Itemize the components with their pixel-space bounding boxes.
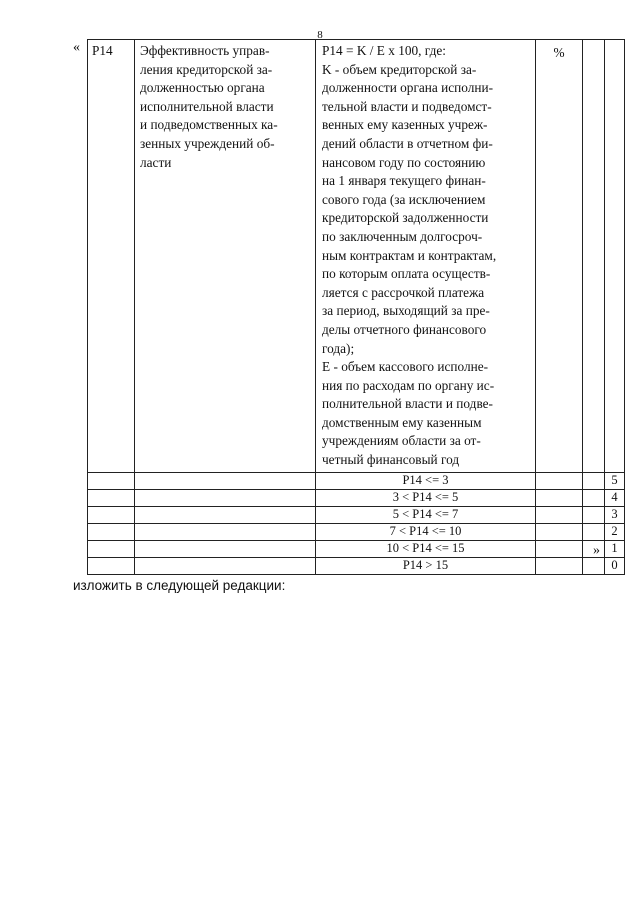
formula-line: кредиторской задолженности (322, 210, 489, 226)
indicator-code: Р14 (88, 40, 135, 473)
empty-cell (583, 472, 605, 489)
formula-line: ным контрактам и контрактам, (322, 247, 497, 263)
empty-cell (536, 489, 583, 506)
empty-cell (88, 540, 135, 557)
formula-line: домственным ему казенным (322, 414, 482, 430)
score-condition: 3 < Р14 <= 5 (316, 489, 536, 506)
empty-cell (135, 557, 316, 574)
score-condition: 5 < Р14 <= 7 (316, 506, 536, 523)
indicator-name-line: долженностью органа (140, 80, 265, 96)
indicator-name-line: ласти (140, 154, 172, 170)
indicator-formula (316, 40, 536, 473)
empty-cell (583, 523, 605, 540)
formula-line: дений области в отчетном фи- (322, 135, 493, 151)
empty-cell (536, 506, 583, 523)
empty-cell (583, 557, 605, 574)
score-points: 1 (605, 540, 625, 557)
score-row (88, 557, 625, 574)
score-row (88, 540, 625, 557)
indicator-name-line: ления кредиторской за- (140, 61, 273, 77)
formula-line: K - объем кредиторской за- (322, 61, 477, 77)
empty-cell (536, 540, 583, 557)
formula-line: сового года (за исключением (322, 191, 486, 207)
indicator-name (135, 40, 316, 473)
closing-quote: » (593, 543, 600, 558)
empty-cell (88, 472, 135, 489)
formula-line: ляется с рассрочкой платежа (322, 284, 485, 300)
score-points: 4 (605, 489, 625, 506)
empty-cell (88, 489, 135, 506)
formula-line: за период, выходящий за пре- (322, 303, 490, 319)
score-row (88, 472, 625, 489)
score-points: 5 (605, 472, 625, 489)
indicator-name-line: зенных учреждений об- (140, 135, 275, 151)
formula-line: четный финансовый год (322, 452, 460, 468)
score-row (88, 523, 625, 540)
formula-line: по заключенным долгосроч- (322, 228, 483, 244)
page-number: 8 (317, 29, 323, 41)
formula-line: по которым оплата осуществ- (322, 266, 491, 282)
formula-line: тельной власти и подведомст- (322, 98, 492, 114)
empty-cell (135, 472, 316, 489)
formula-line: Р14 = K / E х 100, где: (322, 43, 446, 58)
empty-cell (135, 523, 316, 540)
formula-line: полнительной власти и подве- (322, 396, 493, 412)
indicator-row (88, 40, 625, 473)
score-row (88, 506, 625, 523)
formula-line: нансовом году по состоянию (322, 154, 486, 170)
score-condition: 10 < Р14 <= 15 (316, 540, 536, 557)
empty-cell (135, 540, 316, 557)
empty-cell (536, 557, 583, 574)
empty-cell (536, 472, 583, 489)
empty-cell (88, 506, 135, 523)
formula-line: долженности органа исполни- (322, 80, 494, 96)
formula-line: E - объем кассового исполне- (322, 359, 489, 375)
empty-cell (583, 506, 605, 523)
empty-cell (583, 489, 605, 506)
empty-cell (583, 40, 605, 473)
indicator-table (87, 39, 625, 575)
score-condition: Р14 > 15 (316, 557, 536, 574)
score-points: 2 (605, 523, 625, 540)
empty-cell (536, 523, 583, 540)
empty-cell (605, 40, 625, 473)
empty-cell (135, 506, 316, 523)
score-condition: Р14 <= 3 (316, 472, 536, 489)
indicator-name-line: Эффективность управ- (140, 43, 270, 58)
closing-text: изложить в следующей редакции: (73, 578, 286, 593)
formula-line: учреждениям области за от- (322, 433, 481, 449)
formula-line: на 1 января текущего финан- (322, 173, 486, 189)
formula-line: делы отчетного финансового (322, 321, 487, 337)
opening-quote: « (73, 40, 80, 55)
formula-line: ния по расходам по органу ис- (322, 377, 495, 393)
indicator-unit: % (536, 40, 583, 473)
empty-cell (88, 557, 135, 574)
indicator-name-line: и подведомственных ка- (140, 117, 278, 133)
score-row (88, 489, 625, 506)
formula-line: венных ему казенных учреж- (322, 117, 488, 133)
score-points: 3 (605, 506, 625, 523)
score-condition: 7 < Р14 <= 10 (316, 523, 536, 540)
indicator-name-line: исполнительной власти (140, 98, 274, 114)
formula-line: года); (322, 340, 355, 356)
empty-cell (135, 489, 316, 506)
score-points: 0 (605, 557, 625, 574)
empty-cell (88, 523, 135, 540)
